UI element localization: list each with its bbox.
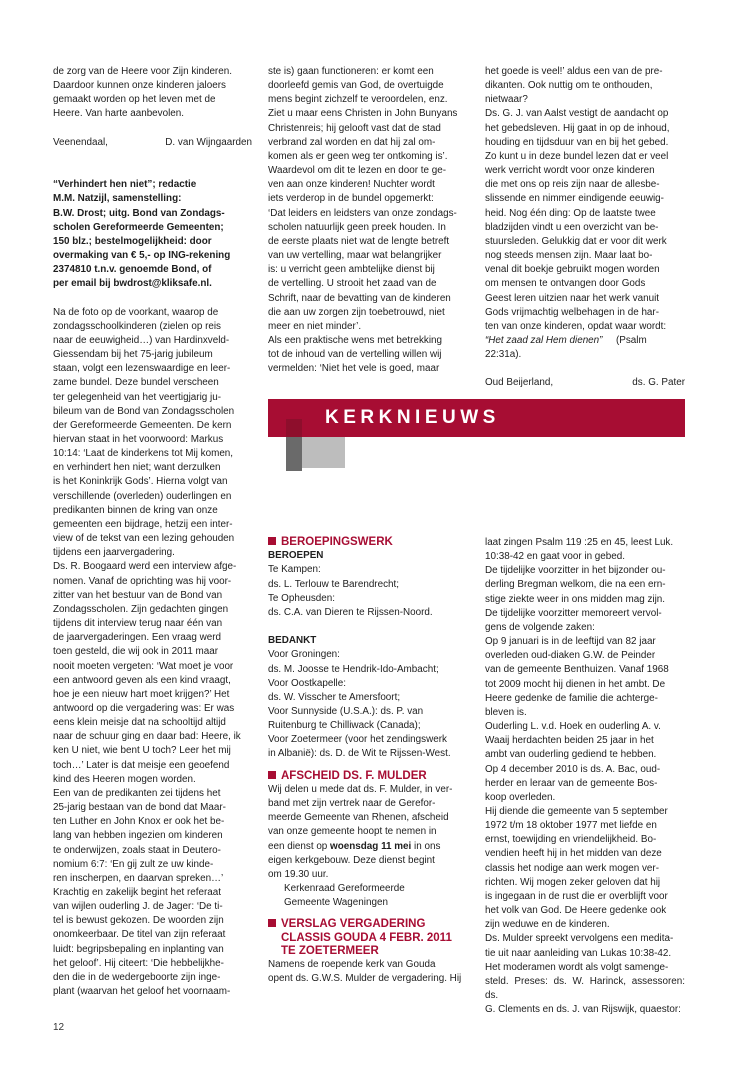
- text-line: richten. Wij mogen zeker geloven dat hij: [485, 876, 661, 888]
- text-line: Namens de roepende kerk van Gouda: [268, 959, 436, 971]
- text-line: Zo kunt u in deze bundel lezen dat er veel: [485, 150, 669, 162]
- book-info: [53, 178, 252, 291]
- text-line: ernst, toewijding en vriendelijkheid. Bo-: [485, 834, 657, 846]
- text-line: herder en leraar van de gemeente Bos-: [485, 777, 658, 789]
- text-line: komen als er geen weg ter ontkoming is’.: [268, 150, 448, 162]
- text-line: zame bundel. Deze bundel verscheen: [53, 377, 219, 389]
- text-line: hoe je een nieuw hart moet krijgen?’ Het: [53, 688, 230, 700]
- text-line: de eerste plaats niet wat de lengte betreft: [268, 235, 450, 247]
- text-line: nomium 6:7: ‘En gij zult ze uw kinde-: [53, 858, 214, 870]
- text-line: gemaakt worden op het leven met de: [53, 94, 216, 106]
- heading-verslag: VERSLAG VERGADERING CLASSIS GOUDA 4 FEBR. 2011 TE ZOETERMEER: [268, 918, 470, 958]
- signature-name: D. van Wijngaarden: [165, 136, 252, 148]
- text-line: doorleefd gemis van God, de overtuigde: [268, 80, 444, 92]
- text-line: Ds. R. Boogaard werd een interview afge-: [53, 561, 237, 573]
- text-line: Christenreis; hij gelooft vast dat de stad: [268, 122, 441, 134]
- text-line: Ds. Mulder spreekt vervolgens een medita-: [485, 933, 674, 945]
- text-line: een dienst op woensdag 11 mei in ons: [268, 840, 441, 852]
- text-line: overleden oud-diaken G.W. de Peinder: [485, 650, 656, 662]
- text-line: Geest leren uitzien naar het werk vanuit: [485, 292, 660, 304]
- text-line: slissende en nimmer eindigende eeuwig-: [485, 193, 664, 205]
- text-line: stuursleden. Gelukkig dat er voor dit werk: [485, 235, 667, 247]
- news-column-left: [268, 536, 470, 987]
- section-title: KERKNIEUWS: [325, 407, 500, 428]
- text-line: Waardevol om dit te lezen en door te ge-: [268, 165, 447, 177]
- text-line: laat zingen Psalm 119 :25 en 45, leest Luk.: [485, 537, 674, 548]
- text-line: Te Opheusden:: [268, 592, 335, 604]
- text-line: gens de volgende zaken:: [485, 621, 595, 633]
- text-line: ds. W. Visscher te Amersfoort;: [268, 691, 401, 703]
- text-line: Een van de predikanten zei tijdens het: [53, 787, 221, 799]
- column-2: [268, 65, 470, 376]
- text-line: Ds. G. J. van Aalst vestigt de aandacht op: [485, 108, 669, 120]
- text-line: 2374810 t.n.v. genoemde Bond, of: [53, 264, 212, 276]
- text-line: gemeenten een bijdrage, hetzij een inter-: [53, 518, 233, 530]
- text-line: mens begint zichzelf te veroordelen, enz.: [268, 94, 448, 106]
- text-line: in Albanië): ds. D. de Wit te Rijssen-West.: [268, 748, 451, 760]
- text-line: tel is bewust gekozen. De woorden zijn: [53, 915, 224, 927]
- text-line: nog steeds mensen zijn. Maar laat bo-: [485, 250, 653, 262]
- text-line: bleven is.: [485, 706, 527, 718]
- text-line: G. Clements en ds. J. van Rijswijk, quaestor:: [485, 1004, 681, 1016]
- text-line: 150 blz.; bestelmogelijkheid: door: [53, 235, 212, 247]
- text-line: bileum van de Bond van Zondagsscholen: [53, 405, 235, 417]
- text-line: Voor Groningen:: [268, 649, 340, 661]
- text-line: meer en niet minder’.: [268, 320, 362, 332]
- text-line: onomkeerbaar. De titel van zijn referaat: [53, 929, 226, 941]
- text-line: B.W. Drost; uitg. Bond van Zondags-: [53, 207, 225, 219]
- review-body: [53, 306, 252, 1000]
- text-line: Krachtig en zakelijk begint het referaat: [53, 887, 221, 898]
- text-line: en verhindert hen niet; want derzulken: [53, 462, 221, 474]
- text-line: nooit moeten vergeten: ‘Wat moet je voor: [53, 660, 234, 672]
- signature-place: Veenendaal,: [53, 136, 108, 148]
- text-line: overmaking van € 5,- op ING-rekening: [53, 249, 231, 261]
- text-line: verbrand zal worden en dat hij zal om-: [268, 136, 436, 148]
- text-line: ten Luther en John Knox er ook het be-: [53, 816, 225, 828]
- text-line: Hij diende die gemeente van 5 september: [485, 805, 668, 817]
- text-line: het geloof’. Hij citeert: ‘Die hebbelijkhe-: [53, 957, 224, 969]
- text-line: venal dit boekje gebruikt mogen worden: [485, 264, 660, 276]
- text-line: dikanten. Ook nuttig om te onthouden,: [485, 80, 653, 92]
- text-line: is ingegaan in de rust die er overblijft voor: [485, 890, 668, 902]
- text-line: heid. Nog één ding: Op de laatste twee: [485, 207, 656, 219]
- text-line: Op 4 december 2010 is ds. A. Bac, oud-: [485, 763, 661, 775]
- text-line: de vertelling. U strooit het zaad van de: [268, 278, 437, 290]
- text-line: eigen kerkgebouw. Deze dienst begint: [268, 854, 435, 866]
- text-line: Voor Oostkapelle:: [268, 677, 346, 689]
- intro-text: [53, 65, 252, 122]
- text-line: om mensen te ontvangen door Gods: [485, 278, 646, 290]
- text-line: het gebedsleven. Hij gaat in op de inhoud,: [485, 122, 670, 134]
- text-line: antwoord op die vergadering was: Er was: [53, 702, 235, 714]
- text-line: zijn weduwe en de kinderen.: [485, 919, 610, 931]
- text-line: Ouderling L. v.d. Hoek en ouderling A. v.: [485, 721, 661, 733]
- text-line: die met ons op reis zijn naar de allesbe-: [485, 179, 660, 191]
- text-line: tijdens dit interview terug naar één van: [53, 618, 223, 630]
- text-line: kind des Heeren mogen worden.: [53, 773, 196, 785]
- text-line: de jaarvergaderingen. Een vraag werd: [53, 632, 221, 644]
- text-line: tot de inhoud van de vertelling willen wij: [268, 349, 442, 361]
- heading-afscheid: AFSCHEID DS. F. MULDER: [268, 770, 470, 783]
- text-line: van wijlen ouderling J. de Jager: ‘De ti-: [53, 901, 223, 913]
- scripture-quote-line: [485, 334, 685, 362]
- text-line: ken U niet, wie bent U toch? Leer het mij: [53, 745, 231, 757]
- page-number: 12: [53, 1022, 65, 1033]
- text-line: Waaij herdachten beiden 25 jaar in het: [485, 735, 654, 747]
- text-line: scholen natuurlijk geen preek houden. In: [268, 221, 446, 233]
- text-line: meerde Gemeente van Rhenen, afscheid: [268, 812, 449, 824]
- text-line: werk verricht wordt voor onze kinderen: [485, 165, 655, 177]
- text-line: opent ds. G.W.S. Mulder de vergadering. Hij: [268, 973, 462, 985]
- text-line: ambt van ouderling gediend te hebben.: [485, 749, 657, 761]
- signature-place: Oud Beijerland,: [485, 377, 554, 389]
- text-line: te onderwijzen, zoals staat in Deutero-: [53, 844, 221, 856]
- text-line: zondagsschoolkinderen (zielen op reis: [53, 320, 221, 332]
- text-line: hiervan staat in het voorwoord: Markus: [53, 434, 224, 445]
- text-line: ven aan onze kinderen! Nuchter wordt: [268, 179, 435, 191]
- text-line: Na de foto op de voorkant, waarop de: [53, 306, 219, 318]
- text-line: eens klein meisje dat na schooltijd altijd: [53, 717, 226, 729]
- text-line: tot 2009 mocht hij dienen in het ambt. De: [485, 678, 666, 690]
- text-line: om 19.30 uur.: [268, 868, 329, 880]
- text-line: ‘Dat leiders en leidsters van onze zondags-: [268, 207, 457, 219]
- scripture-reference: (Psalm 22:31a).: [485, 334, 647, 361]
- column-3: [485, 65, 685, 391]
- scripture-quote: “Het zaad zal Hem dienen”: [485, 334, 603, 346]
- text-line: houding en tijdsduur van en bij het gebed.: [485, 136, 669, 148]
- text-line: Als een praktische wens met betrekking: [268, 334, 442, 346]
- text-line: een antwoord geven als een kind vraagt,: [53, 674, 231, 686]
- signature-name: ds. G. Pater: [632, 377, 685, 389]
- text-line: Voor Sunnyside (U.S.A.): ds. P. van: [268, 706, 424, 717]
- text-line: het volk van God. De Heere gedenke ook: [485, 905, 667, 917]
- text-line: ste is) gaan functioneren: er komt een: [268, 66, 434, 77]
- heading-beroepingswerk: BEROEPINGSWERK: [268, 536, 470, 549]
- text-line: ds. C.A. van Dieren te Rijssen-Noord.: [268, 606, 433, 618]
- text-line: ds. L. Terlouw te Barendrecht;: [268, 578, 400, 590]
- text-line: Gemeente Wageningen: [284, 897, 388, 909]
- text-line: van onze gemeente hoopt te nemen in: [268, 826, 437, 838]
- text-line: ds. M. Joosse te Hendrik-Ido-Ambacht;: [268, 663, 439, 675]
- text-line: Het moderamen wordt als volgt samenge-: [485, 961, 669, 973]
- text-line: zitter van het bestuur van de Bond van: [53, 589, 223, 601]
- text-line: naar de schuur ging en daar bad: Heere, ik: [53, 731, 241, 743]
- text-line: steld. Preses: ds. W. Harinck, assessoren: ds.: [485, 975, 685, 1001]
- text-line: Giessendam bij het 75-jarig jubileum: [53, 349, 213, 361]
- text-line: scholen Gereformeerde Gemeenten;: [53, 221, 224, 233]
- text-line: nomen. Vanaf de oprichting was hij voor-: [53, 575, 232, 587]
- text-line: Zondagsscholen. Zijn gedachten gingen: [53, 603, 229, 615]
- text-line: 10:14: ‘Laat de kinderkens tot Mij komen,: [53, 448, 234, 460]
- text-line: De tijdelijke voorzitter in het bijzonder ou-: [485, 565, 666, 577]
- text-line: lang van hebben ingezien om kinderen: [53, 830, 223, 842]
- text-line: die aan uw zorgen zijn toebetrouwd, niet: [268, 306, 445, 318]
- text-line: derling Bregman welkom, die na een ern-: [485, 579, 666, 591]
- text-line: toch…’ Later is dat meisje een geoefend: [53, 759, 230, 771]
- text-line: De tijdelijke voorzitter memoreert vervol-: [485, 607, 662, 619]
- text-line: toen gesteld, die wij ook in 2011 maar: [53, 646, 219, 658]
- text-line: Schrift, naar de bevatting van de kinderen: [268, 292, 451, 304]
- text-line: ten van onze kinderen, opdat waar wordt:: [485, 320, 667, 332]
- text-line: band met zijn vertrek naar de Gerefor-: [268, 798, 436, 810]
- notice-signature: [268, 882, 470, 910]
- text-line: den die in de wedergeboorte zijn inge-: [53, 971, 221, 983]
- text-line: predikanten binnen de kring van onze: [53, 504, 218, 516]
- text-line: Daardoor kunnen onze kinderen jaloers: [53, 80, 226, 92]
- text-line: koop overleden.: [485, 791, 556, 803]
- banner-decoration: [286, 419, 302, 437]
- text-line: view of de tekst van een lezing gehouden: [53, 533, 235, 545]
- text-line: naar de eeuwigheid…) van Hardinxveld-: [53, 334, 230, 346]
- text-line: stige ziekte weer in ons midden mag zijn.: [485, 593, 666, 605]
- text-line: van uw vertelling, maar wat belangrijker: [268, 250, 442, 262]
- subheading-bedankt: BEDANKT: [268, 635, 317, 647]
- column-1: [53, 65, 252, 999]
- text-line: Gods vrijmachtig welbehagen in de har-: [485, 306, 660, 318]
- review-signature: [485, 376, 685, 390]
- text-line: Voor Zoetermeer (voor het zendingswerk: [268, 734, 447, 746]
- text-line: ren inscherpen, en daarvan spreken…’: [53, 872, 224, 884]
- text-line: Heere gedenke de familie die achterge-: [485, 692, 658, 704]
- text-line: Wij delen u mede dat ds. F. Mulder, in ver-: [268, 783, 453, 795]
- text-line: Op 9 januari is in de leeftijd van 82 jaar: [485, 636, 656, 648]
- text-line: der Gereformeerde Gemeenten. De kern: [53, 419, 232, 431]
- text-line: is het Koninkrijk Gods’. Hierna volgt van: [53, 476, 228, 488]
- text-line: het goede is veel!’ aldus een van de pre-: [485, 66, 663, 77]
- text-line: “Verhindert hen niet”; redactie: [53, 179, 197, 191]
- text-line: verschillende (overleden) ouderlingen en: [53, 490, 232, 502]
- text-line: is: u verricht geen ambtelijke dienst bij: [268, 264, 435, 276]
- banner-decoration: [302, 437, 345, 468]
- text-line: iets verderop in de bundel opgemerkt:: [268, 193, 434, 205]
- text-line: vermelden: ‘Niet het vele is goed, maar: [268, 363, 440, 375]
- text-line: ter gelegenheid van het veertigjarig ju-: [53, 391, 221, 403]
- text-line: Ziet u maar eens Christen in John Bunyans: [268, 108, 458, 120]
- banner-decoration: [286, 437, 302, 471]
- service-date: woensdag 11 mei: [330, 840, 412, 852]
- text-line: nietwaar?: [485, 94, 528, 106]
- text-line: Te Kampen:: [268, 564, 321, 576]
- text-line: plant (waarvan het geloof het voornaam-: [53, 986, 231, 998]
- text-line: Kerkenraad Gereformeerde: [284, 883, 405, 895]
- text-line: luidt: begripsbepaling en inplanting van: [53, 943, 224, 955]
- review-signature: [53, 136, 252, 150]
- text-line: 10:38-42 en gaat voor in gebed.: [485, 551, 626, 563]
- text-line: staan, volgt een lezenswaardige en leer-: [53, 363, 231, 375]
- text-line: vendien heeft hij in het midden van deze: [485, 848, 662, 860]
- text-line: tijdens een jaarvergadering.: [53, 547, 175, 559]
- text-line: van de gemeente Benthuizen. Vanaf 1968: [485, 664, 669, 676]
- text-line: per email bij bwdrost@kliksafe.nl.: [53, 278, 212, 290]
- news-column-right: [485, 536, 685, 1017]
- text-line: Heere. Van harte aanbevolen.: [53, 108, 185, 120]
- text-line: M.M. Natzijl, samenstelling:: [53, 193, 182, 205]
- text-line: de zorg van de Heere voor Zijn kinderen.: [53, 66, 232, 77]
- subheading-beroepen: BEROEPEN: [268, 550, 324, 562]
- text-line: bladzijden vindt u een overzicht van be-: [485, 221, 659, 233]
- text-line: 1972 t/m 18 oktober 1977 met liefde en: [485, 820, 657, 832]
- text-line: 25-jarig bestaan van de bond dat Maar-: [53, 802, 226, 814]
- text-line: Ruitenburg te Chilliwack (Canada);: [268, 720, 421, 732]
- text-line: classis het nodige aan werk mogen ver-: [485, 862, 659, 874]
- text-line: tie uit naar aanleiding van Lukas 10:38-42.: [485, 947, 672, 959]
